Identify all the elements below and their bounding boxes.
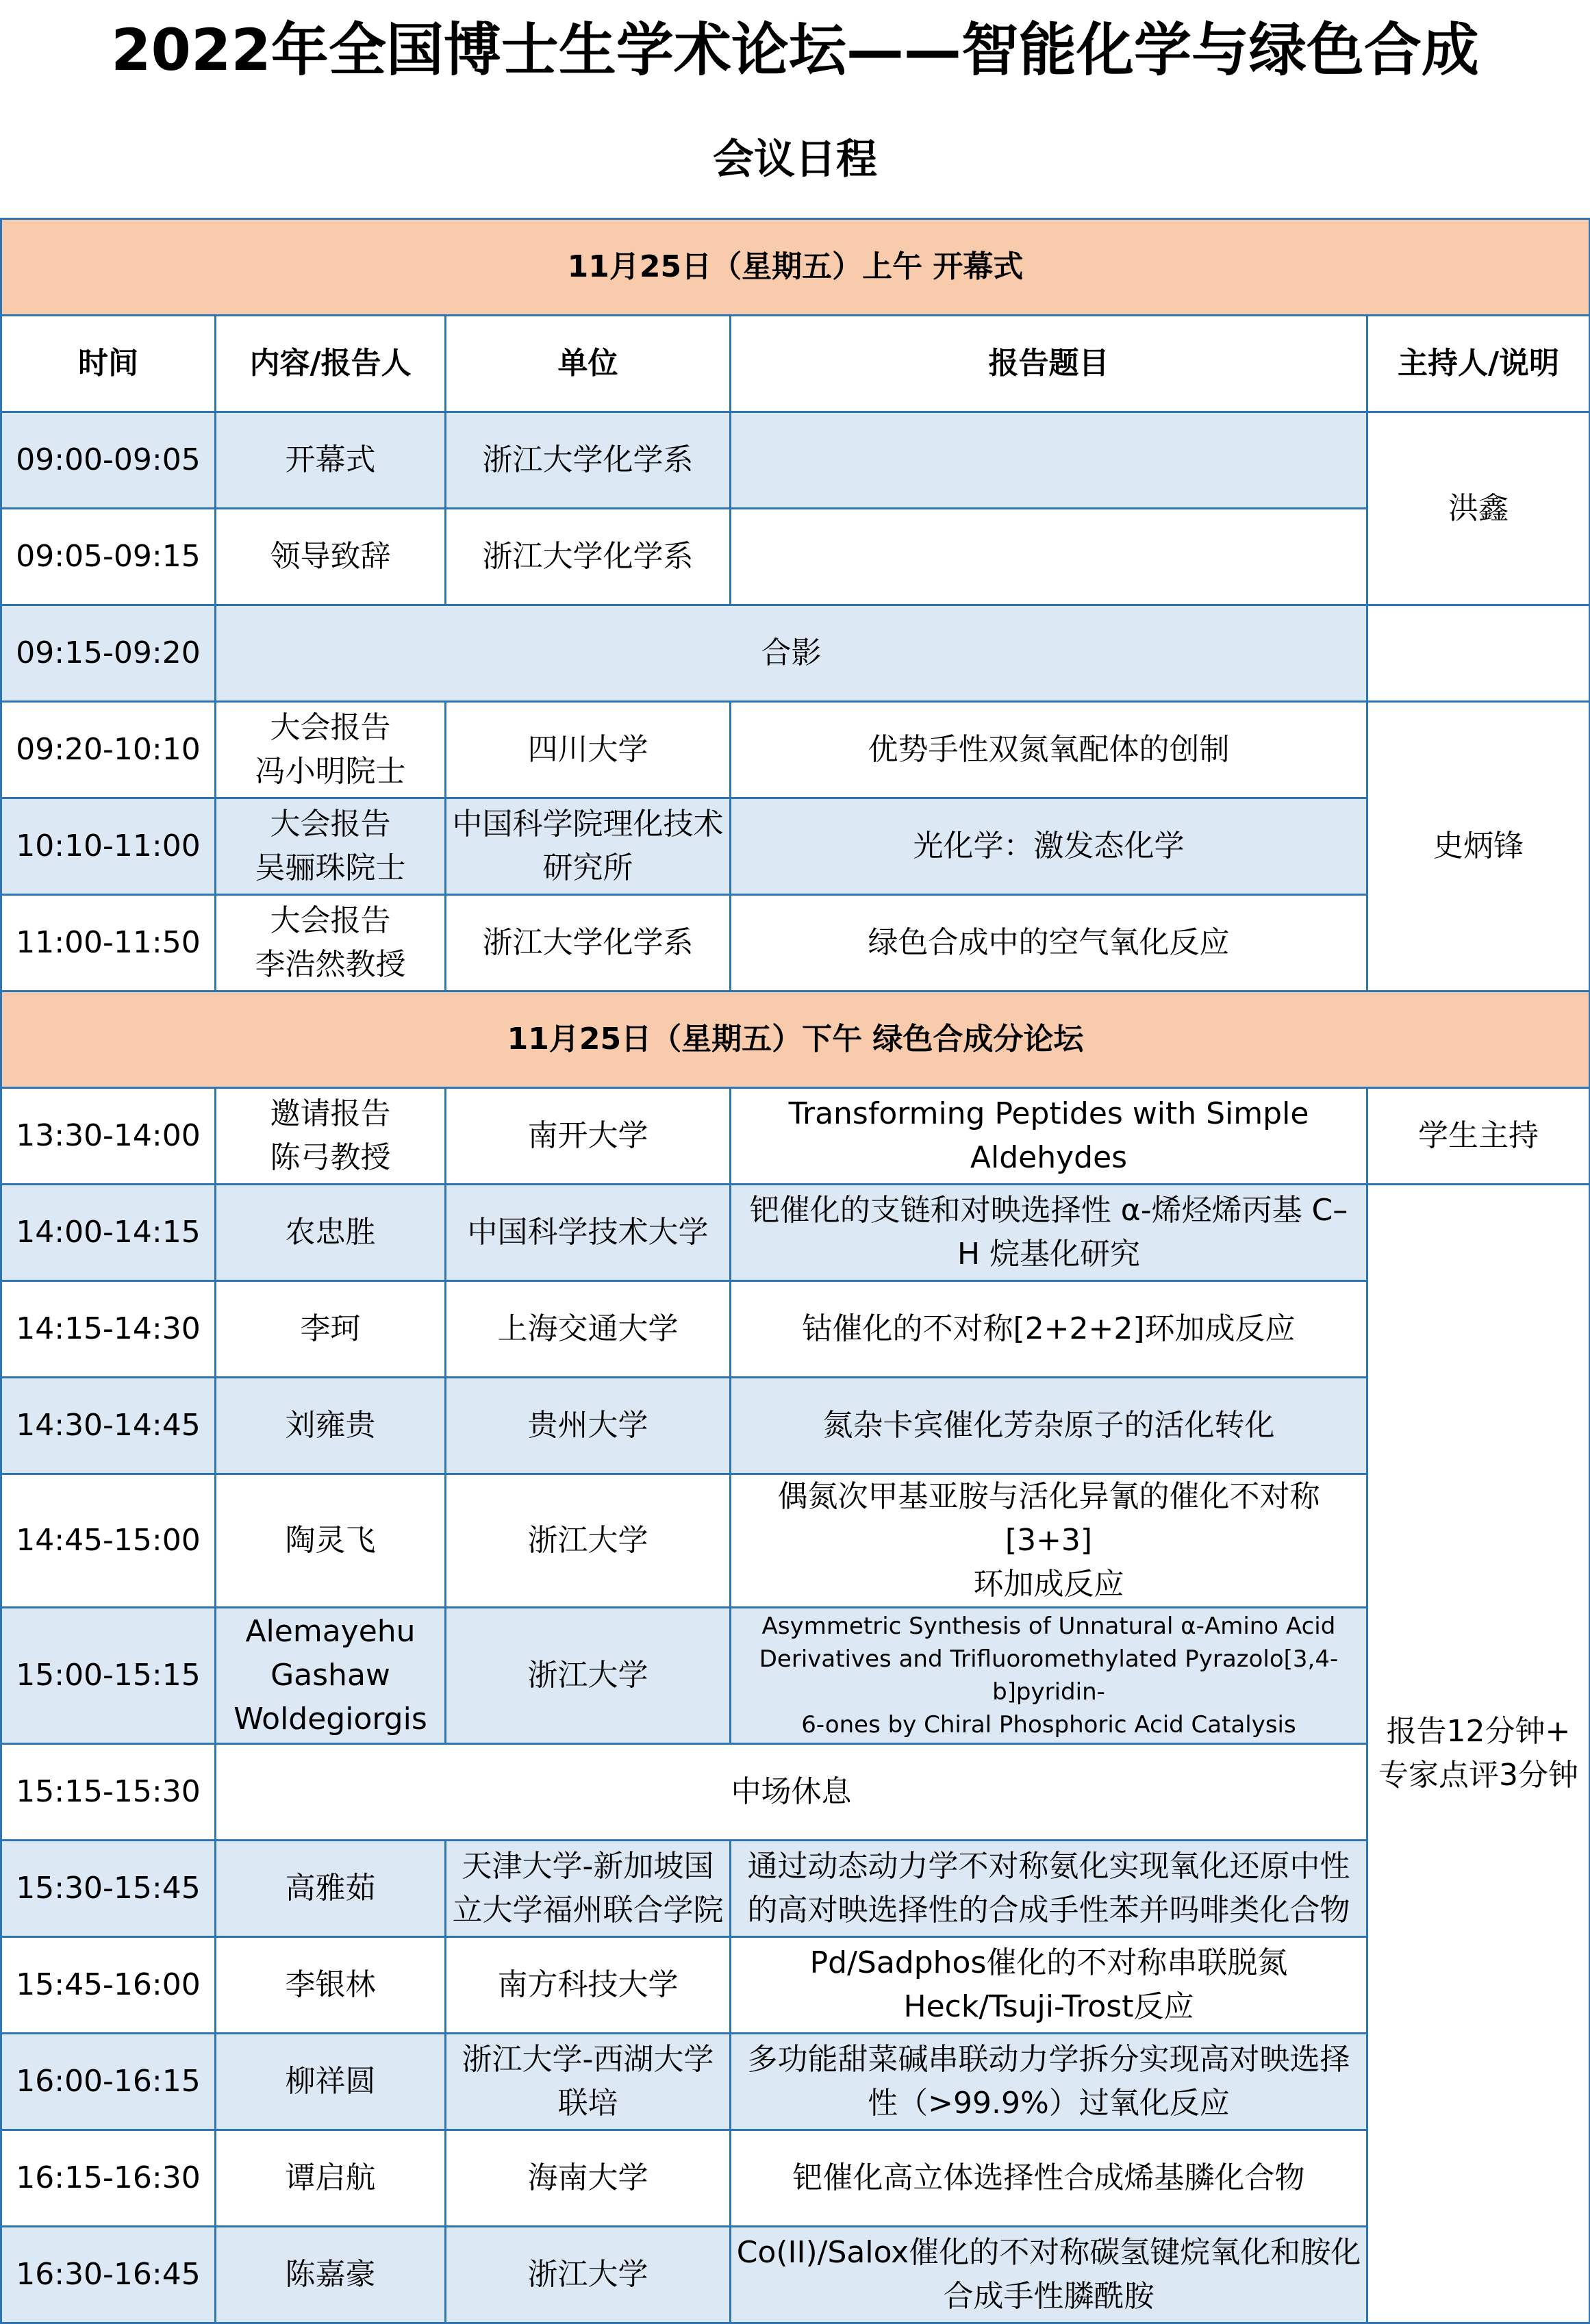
time-cell: 15:15-15:30 — [1, 1744, 216, 1841]
topic-cell — [731, 1378, 1367, 1474]
note-cell — [1367, 1185, 1590, 2323]
time-cell: 09:20-10:10 — [1, 702, 216, 798]
speaker-cell — [216, 1608, 446, 1744]
unit-cell-line: 中国科学院理化技术 — [452, 807, 724, 842]
table-row — [1, 798, 1590, 895]
topic-cell-line: 性（>99.9%）过氧化反应 — [868, 2086, 1230, 2121]
speaker-cell-line: 邀请报告 — [270, 1096, 391, 1131]
note-line: 报告12分钟+ — [1386, 1714, 1571, 1749]
speaker-cell — [216, 412, 446, 509]
speaker-cell-line: 领导致辞 — [270, 539, 391, 574]
speaker-cell-line: 大会报告 — [270, 807, 391, 842]
topic-cell — [731, 1937, 1367, 2034]
time-cell: 09:15-09:20 — [1, 605, 216, 702]
speaker-cell-line: 李银林 — [285, 1967, 376, 2002]
speaker-cell-line: 大会报告 — [270, 903, 391, 938]
unit-cell — [446, 2227, 731, 2323]
topic-cell — [731, 895, 1367, 992]
host-cell: 学生主持 — [1367, 1088, 1590, 1185]
unit-cell — [446, 798, 731, 895]
unit-cell — [446, 1474, 731, 1608]
speaker-cell — [216, 895, 446, 992]
time-cell: 16:00-16:15 — [1, 2034, 216, 2130]
topic-cell-line: 钯催化的支链和对映选择性 α-烯烃烯丙基 C– — [749, 1193, 1348, 1228]
time-cell: 10:10-11:00 — [1, 798, 216, 895]
topic-cell-line: 偶氮次甲基亚胺与活化异氰的催化不对称[3+3] — [777, 1479, 1320, 1558]
speaker-cell — [216, 1185, 446, 1281]
unit-cell-line: 浙江大学化学系 — [482, 539, 694, 574]
column-header: 单位 — [446, 316, 731, 412]
time-cell: 14:30-14:45 — [1, 1378, 216, 1474]
topic-cell-line: 优势手性双氮氧配体的创制 — [868, 732, 1230, 767]
unit-cell — [446, 2034, 731, 2130]
topic-cell-line: 氮杂卡宾催化芳杂原子的活化转化 — [822, 1408, 1275, 1443]
topic-cell-line: Aldehydes — [970, 1140, 1128, 1175]
topic-cell-line: 光化学：激发态化学 — [913, 829, 1185, 863]
topic-cell-line: Co(II)/Salox催化的不对称碳氢键烷氧化和胺化 — [736, 2235, 1361, 2270]
unit-cell — [446, 702, 731, 798]
unit-cell-line: 浙江大学 — [527, 1523, 648, 1558]
unit-cell-line: 联培 — [557, 2086, 618, 2121]
unit-cell — [446, 1088, 731, 1185]
speaker-cell-line: 李珂 — [300, 1311, 361, 1346]
time-cell: 15:00-15:15 — [1, 1608, 216, 1744]
table-row — [1, 1185, 1590, 1281]
speaker-cell — [216, 1474, 446, 1608]
speaker-cell — [216, 2034, 446, 2130]
topic-cell-line: H 烷基化研究 — [957, 1237, 1141, 1272]
topic-cell-line: 钯催化高立体选择性合成烯基膦化合物 — [792, 2160, 1305, 2195]
unit-cell-line: 上海交通大学 — [497, 1311, 679, 1346]
speaker-cell-line: Gashaw — [270, 1658, 390, 1693]
unit-cell-line: 南开大学 — [527, 1118, 648, 1153]
unit-cell-line: 浙江大学-西湖大学 — [462, 2042, 714, 2077]
topic-cell-line: 多功能甜菜碱串联动力学拆分实现高对映选择 — [747, 2042, 1350, 2077]
host-cell: 史炳锋 — [1367, 702, 1590, 992]
note-line: 专家点评3分钟 — [1378, 1758, 1578, 1793]
speaker-cell-line: Woldegiorgis — [234, 1702, 427, 1736]
table-row — [1, 2130, 1590, 2227]
speaker-cell — [216, 1281, 446, 1378]
unit-cell-line: 贵州大学 — [527, 1408, 648, 1443]
column-header: 报告题目 — [731, 316, 1367, 412]
time-cell: 16:30-16:45 — [1, 2227, 216, 2323]
unit-cell-line: 立大学福州联合学院 — [452, 1893, 724, 1928]
speaker-cell-line: 陈嘉豪 — [285, 2257, 376, 2292]
unit-cell — [446, 509, 731, 605]
topic-cell-line: 6-ones by Chiral Phosphoric Acid Catalysis — [801, 1711, 1296, 1739]
topic-cell — [731, 798, 1367, 895]
speaker-cell-line: 开幕式 — [285, 442, 376, 477]
time-cell: 14:45-15:00 — [1, 1474, 216, 1608]
topic-cell-line: Transforming Peptides with Simple — [788, 1096, 1309, 1131]
table-row — [1, 1378, 1590, 1474]
speaker-cell-line: Alemayehu — [245, 1614, 416, 1649]
topic-cell-line: 环加成反应 — [973, 1567, 1124, 1602]
table-row — [1, 895, 1590, 992]
table-row — [1, 2227, 1590, 2323]
table-row — [1, 702, 1590, 798]
speaker-cell — [216, 798, 446, 895]
topic-cell — [731, 702, 1367, 798]
unit-cell-line: 四川大学 — [527, 732, 648, 767]
time-cell: 13:30-14:00 — [1, 1088, 216, 1185]
unit-cell — [446, 412, 731, 509]
speaker-cell — [216, 702, 446, 798]
topic-cell — [731, 1185, 1367, 1281]
topic-cell-line: 合成手性膦酰胺 — [943, 2279, 1154, 2314]
speaker-cell — [216, 1841, 446, 1937]
schedule-table — [0, 218, 1590, 2324]
time-cell: 11:00-11:50 — [1, 895, 216, 992]
topic-cell-line: 钴催化的不对称[2+2+2]环加成反应 — [802, 1311, 1296, 1346]
column-header: 主持人/说明 — [1367, 316, 1590, 412]
unit-cell — [446, 1378, 731, 1474]
topic-cell — [731, 1474, 1367, 1608]
topic-cell-line: 的高对映选择性的合成手性苯并吗啡类化合物 — [747, 1893, 1350, 1928]
unit-cell-line: 研究所 — [542, 850, 633, 885]
unit-cell-line: 浙江大学 — [527, 2257, 648, 2292]
speaker-cell-line: 吴骊珠院士 — [255, 850, 406, 885]
time-cell: 15:30-15:45 — [1, 1841, 216, 1937]
topic-cell-line: Heck/Tsuji-Trost反应 — [903, 1989, 1194, 2024]
speaker-cell-line: 高雅茹 — [285, 1871, 376, 1906]
topic-cell-line: 通过动态动力学不对称氨化实现氧化还原中性 — [747, 1849, 1350, 1884]
unit-cell-line: 天津大学-新加坡国 — [462, 1849, 714, 1884]
time-cell: 09:05-09:15 — [1, 509, 216, 605]
speaker-cell — [216, 1378, 446, 1474]
topic-cell — [731, 1281, 1367, 1378]
speaker-cell — [216, 1088, 446, 1185]
unit-cell-line: 海南大学 — [527, 2160, 648, 2195]
topic-cell-line: Derivatives and Trifluoromethylated Pyrazolo[3,4-b]pyridin- — [759, 1645, 1339, 1706]
table-row — [1, 1937, 1590, 2034]
unit-cell-line: 中国科学技术大学 — [467, 1215, 709, 1250]
speaker-cell-line: 柳祥圆 — [285, 2064, 376, 2099]
section-row-afternoon — [1, 992, 1590, 1088]
table-row — [1, 412, 1590, 509]
topic-cell — [731, 1088, 1367, 1185]
unit-cell — [446, 1608, 731, 1744]
speaker-cell-line: 大会报告 — [270, 710, 391, 745]
merged-cell: 中场休息 — [216, 1744, 1367, 1841]
speaker-cell-line: 谭启航 — [285, 2160, 376, 2195]
time-cell: 16:15-16:30 — [1, 2130, 216, 2227]
topic-cell — [731, 2130, 1367, 2227]
table-row — [1, 2034, 1590, 2130]
speaker-cell — [216, 1937, 446, 2034]
unit-cell-line: 浙江大学 — [527, 1658, 648, 1693]
topic-cell — [731, 412, 1367, 509]
topic-cell — [731, 509, 1367, 605]
topic-cell — [731, 2227, 1367, 2323]
speaker-cell-line: 陈弓教授 — [270, 1140, 391, 1175]
column-header: 时间 — [1, 316, 216, 412]
time-cell: 14:15-14:30 — [1, 1281, 216, 1378]
table-row — [1, 1281, 1590, 1378]
column-header: 内容/报告人 — [216, 316, 446, 412]
time-cell: 15:45-16:00 — [1, 1937, 216, 2034]
section-title: 11月25日（星期五）下午 绿色合成分论坛 — [1, 992, 1590, 1088]
speaker-cell-line: 李浩然教授 — [255, 947, 406, 982]
unit-cell — [446, 1281, 731, 1378]
topic-cell-line: Asymmetric Synthesis of Unnatural α-Amino Acid — [761, 1613, 1336, 1640]
table-row — [1, 1744, 1590, 1841]
merged-cell: 合影 — [216, 605, 1367, 702]
table-row — [1, 1474, 1590, 1608]
topic-cell — [731, 2034, 1367, 2130]
unit-cell-line: 浙江大学化学系 — [482, 925, 694, 960]
time-cell: 14:00-14:15 — [1, 1185, 216, 1281]
unit-cell-line: 南方科技大学 — [497, 1967, 679, 2002]
unit-cell — [446, 1841, 731, 1937]
topic-cell — [731, 1608, 1367, 1744]
speaker-cell-line: 陶灵飞 — [285, 1523, 376, 1558]
section-row-morning — [1, 219, 1590, 316]
speaker-cell — [216, 2227, 446, 2323]
host-cell: 洪鑫 — [1367, 412, 1590, 605]
unit-cell — [446, 1937, 731, 2034]
unit-cell — [446, 895, 731, 992]
unit-cell-line: 浙江大学化学系 — [482, 442, 694, 477]
unit-cell — [446, 2130, 731, 2227]
topic-cell — [731, 1841, 1367, 1937]
speaker-cell — [216, 509, 446, 605]
page-title: 2022年全国博士生学术论坛——智能化学与绿色合成 — [111, 16, 1479, 84]
host-cell — [1367, 605, 1590, 702]
speaker-cell-line: 冯小明院士 — [255, 754, 406, 789]
speaker-cell-line: 刘雍贵 — [285, 1408, 376, 1443]
table-row — [1, 1841, 1590, 1937]
speaker-cell-line: 农忠胜 — [285, 1215, 376, 1250]
topic-cell-line: Pd/Sadphos催化的不对称串联脱氮 — [809, 1945, 1288, 1980]
table-row — [1, 1088, 1590, 1185]
column-header-row — [1, 316, 1590, 412]
page-subtitle: 会议日程 — [713, 136, 877, 184]
table-row — [1, 605, 1590, 702]
time-cell: 09:00-09:05 — [1, 412, 216, 509]
speaker-cell — [216, 2130, 446, 2227]
table-row — [1, 509, 1590, 605]
topic-cell-line: 绿色合成中的空气氧化反应 — [868, 925, 1230, 960]
unit-cell — [446, 1185, 731, 1281]
section-title: 11月25日（星期五）上午 开幕式 — [1, 219, 1590, 316]
table-row — [1, 1608, 1590, 1744]
